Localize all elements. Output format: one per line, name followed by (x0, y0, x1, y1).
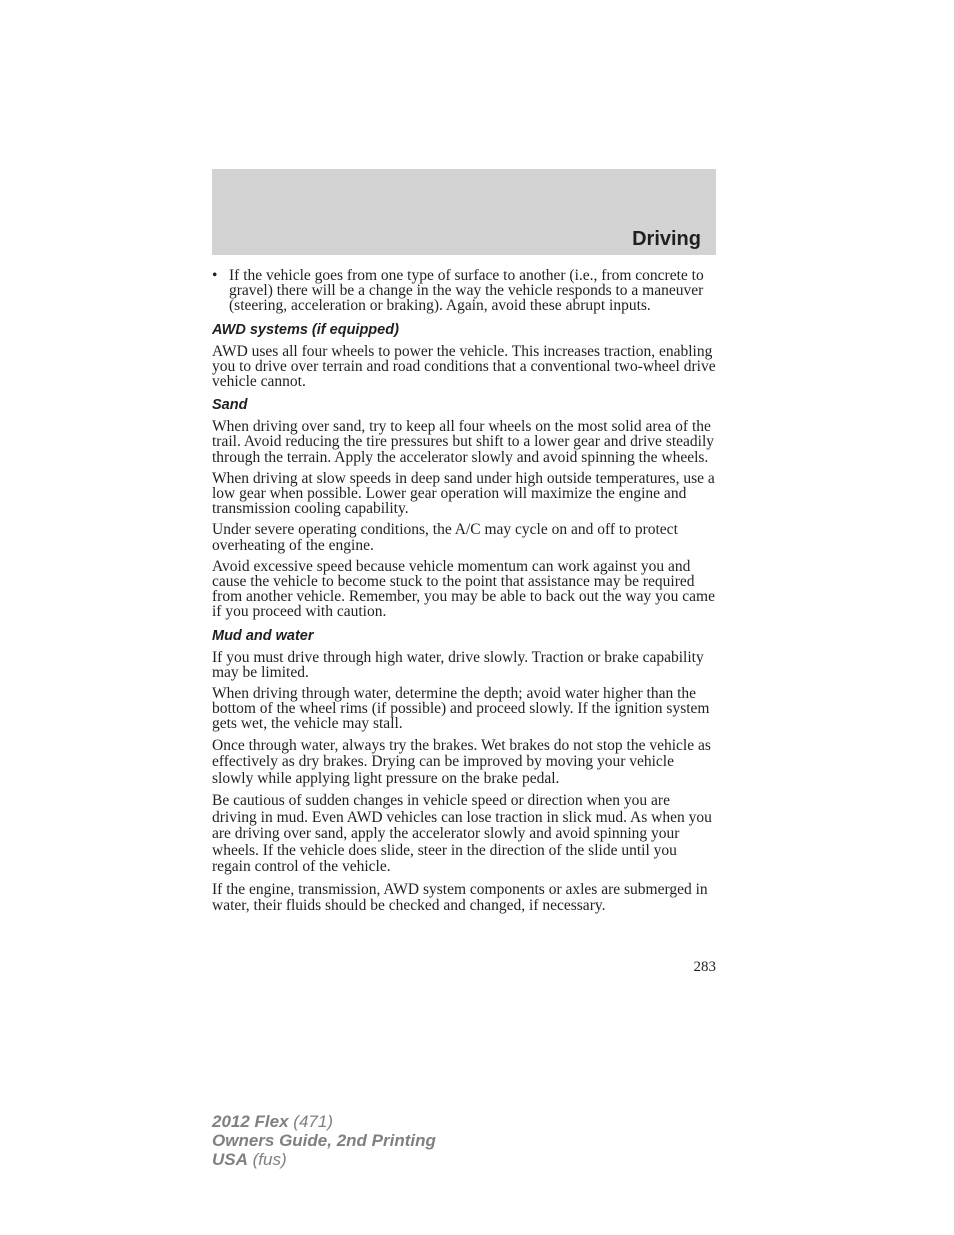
paragraph-sand-3: Under severe operating conditions, the A/C may cycle on and off to protect overheating of the engine. (212, 521, 678, 554)
footer-line-2 (212, 1131, 436, 1150)
paragraph-sand-1: When driving over sand, try to keep all four wheels on the most solid area of the trail. Avoid reducing the tire pressures but shift to a lower gear and drive steadily through the terrain. Apply the accelerator slowly and avoid spinning the wheels. (212, 418, 715, 466)
paragraph-awd-1: AWD uses all four wheels to power the vehicle. This increases traction, enabling you to drive over terrain and road conditions that a conventional two-wheel drive vehicle cannot. (212, 342, 716, 391)
paragraph-sand-2: When driving at slow speeds in deep sand under high outside temperatures, use a low gear when possible. Lower gear operation will maximize the engine and transmission cooling capability. (212, 469, 715, 518)
footer-model: 2012 Flex (212, 1112, 289, 1131)
footer-line-1 (212, 1112, 436, 1131)
section-header-band (212, 169, 716, 255)
footer-code: (471) (293, 1112, 333, 1131)
bullet-item (212, 268, 718, 314)
footer-market-code: (fus) (252, 1150, 287, 1169)
page-content (212, 268, 718, 921)
page-number: 283 (693, 959, 716, 975)
paragraph-mud-5: If the engine, transmission, AWD system components or axles are submerged in water, their fluids should be checked and changed, if necessary. (212, 880, 708, 915)
footer-line-3 (212, 1150, 436, 1169)
heading-awd: AWD systems (if equipped) (212, 321, 399, 338)
paragraph-mud-3: Once through water, always try the brakes. Wet brakes do not stop the vehicle as effectively as dry brakes. Drying can be improved by moving your vehicle slowly while applying light pressure on the brake pedal. (212, 736, 711, 787)
paragraph-mud-4: Be cautious of sudden changes in vehicle speed or direction when you are driving in mud. Even AWD vehicles can lose traction in slick mud. As when you are driving over sand, apply the accelerator slowly and avoid spinning your wheels. If the vehicle does slide, steer in the direction of the slide until you regain control of the vehicle. (212, 792, 712, 876)
footer-imprint (212, 1112, 436, 1169)
paragraph-sand-4: Avoid excessive speed because vehicle momentum can work against you and cause the vehicle to become stuck to the point that assistance may be required from another vehicle. Remember, you may be able to back out the way you came if you proceed with caution. (212, 557, 715, 621)
footer-guide: Owners Guide, 2nd Printing (212, 1131, 436, 1150)
bullet-text: If the vehicle goes from one type of surface to another (i.e., from concrete to gravel) there will be a change in the way the vehicle responds to a maneuver (steering, acceleration or braking). Again, avoid these abrupt inputs. (229, 267, 704, 315)
heading-sand: Sand (212, 397, 248, 414)
paragraph-mud-2: When driving through water, determine the depth; avoid water higher than the bottom of the wheel rims (if possible) and proceed slowly. If the ignition system gets wet, the vehicle may stall. (212, 685, 710, 733)
section-title: Driving (632, 228, 701, 250)
paragraph-mud-1: If you must drive through high water, drive slowly. Traction or brake capability may be limited. (212, 648, 704, 681)
bullet-icon: • (212, 267, 218, 284)
footer-market: USA (212, 1150, 248, 1169)
heading-mud-water: Mud and water (212, 627, 314, 644)
